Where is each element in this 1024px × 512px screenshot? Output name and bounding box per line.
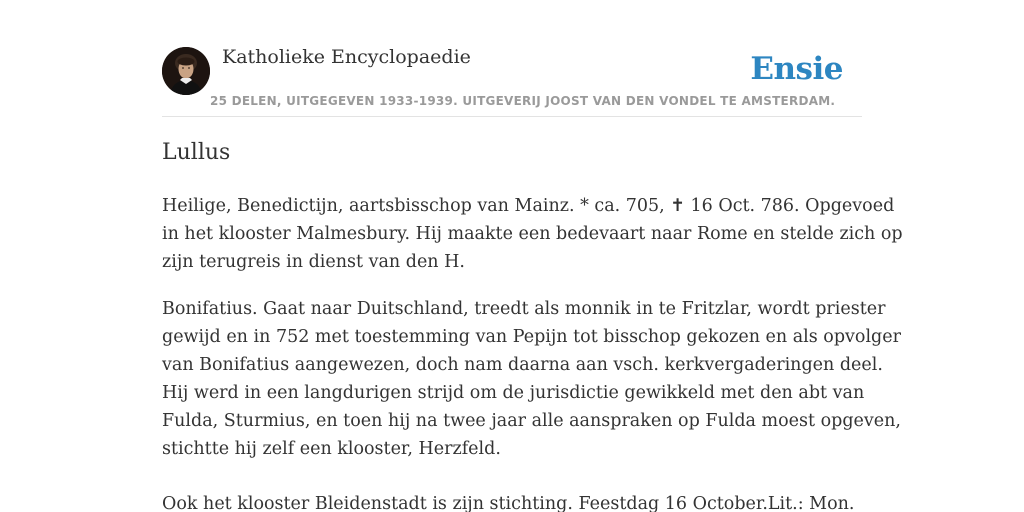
text-line: Ook het klooster Bleidenstadt is zijn stichting. Feestdag 16 October.Lit.: Mon. <box>162 494 855 512</box>
text-line: in het klooster Malmesbury. Hij maakte een bedevaart naar Rome en stelde zich op <box>162 224 903 244</box>
article-paragraph <box>162 295 901 463</box>
portrait-icon <box>162 47 210 95</box>
text-line: gewijd en in 752 met toestemming van Pepijn tot bisschop gekozen en als opvolger <box>162 327 901 347</box>
text-line: Fulda, Sturmius, en toen hij na twee jaar alle aanspraken op Fulda moest opgeven, <box>162 411 901 431</box>
text-line: Bonifatius. Gaat naar Duitschland, treedt als monnik in te Fritzlar, wordt priester <box>162 299 886 319</box>
text-line: stichtte hij zelf een klooster, Herzfeld. <box>162 439 501 459</box>
site-header <box>162 0 862 117</box>
brand-logo-link[interactable]: Ensie <box>750 51 843 87</box>
text-line: Hij werd in een langdurigen strijd om de jurisdictie gewikkeld met den abt van <box>162 383 865 403</box>
site-subtitle: 25 DELEN, UITGEGEVEN 1933-1939. UITGEVERIJ JOOST VAN DEN VONDEL TE AMSTERDAM. <box>210 94 836 108</box>
article-body <box>162 192 903 512</box>
text-line: zijn terugreis in dienst van den H. <box>162 252 465 272</box>
article-paragraph <box>162 490 862 512</box>
text-line: Heilige, Benedictijn, aartsbisschop van Mainz. * ca. 705, ✝ 16 Oct. 786. Opgevoed <box>162 196 895 216</box>
text-line: van Bonifatius aangewezen, doch nam daarna aan vsch. kerkvergaderingen deel. <box>162 355 883 375</box>
site-name[interactable]: Katholieke Encyclopaedie <box>222 46 471 68</box>
article-title: Lullus <box>162 140 231 165</box>
site-logo-portrait[interactable] <box>162 47 210 95</box>
page-container <box>162 0 903 512</box>
article-paragraph <box>162 192 903 276</box>
